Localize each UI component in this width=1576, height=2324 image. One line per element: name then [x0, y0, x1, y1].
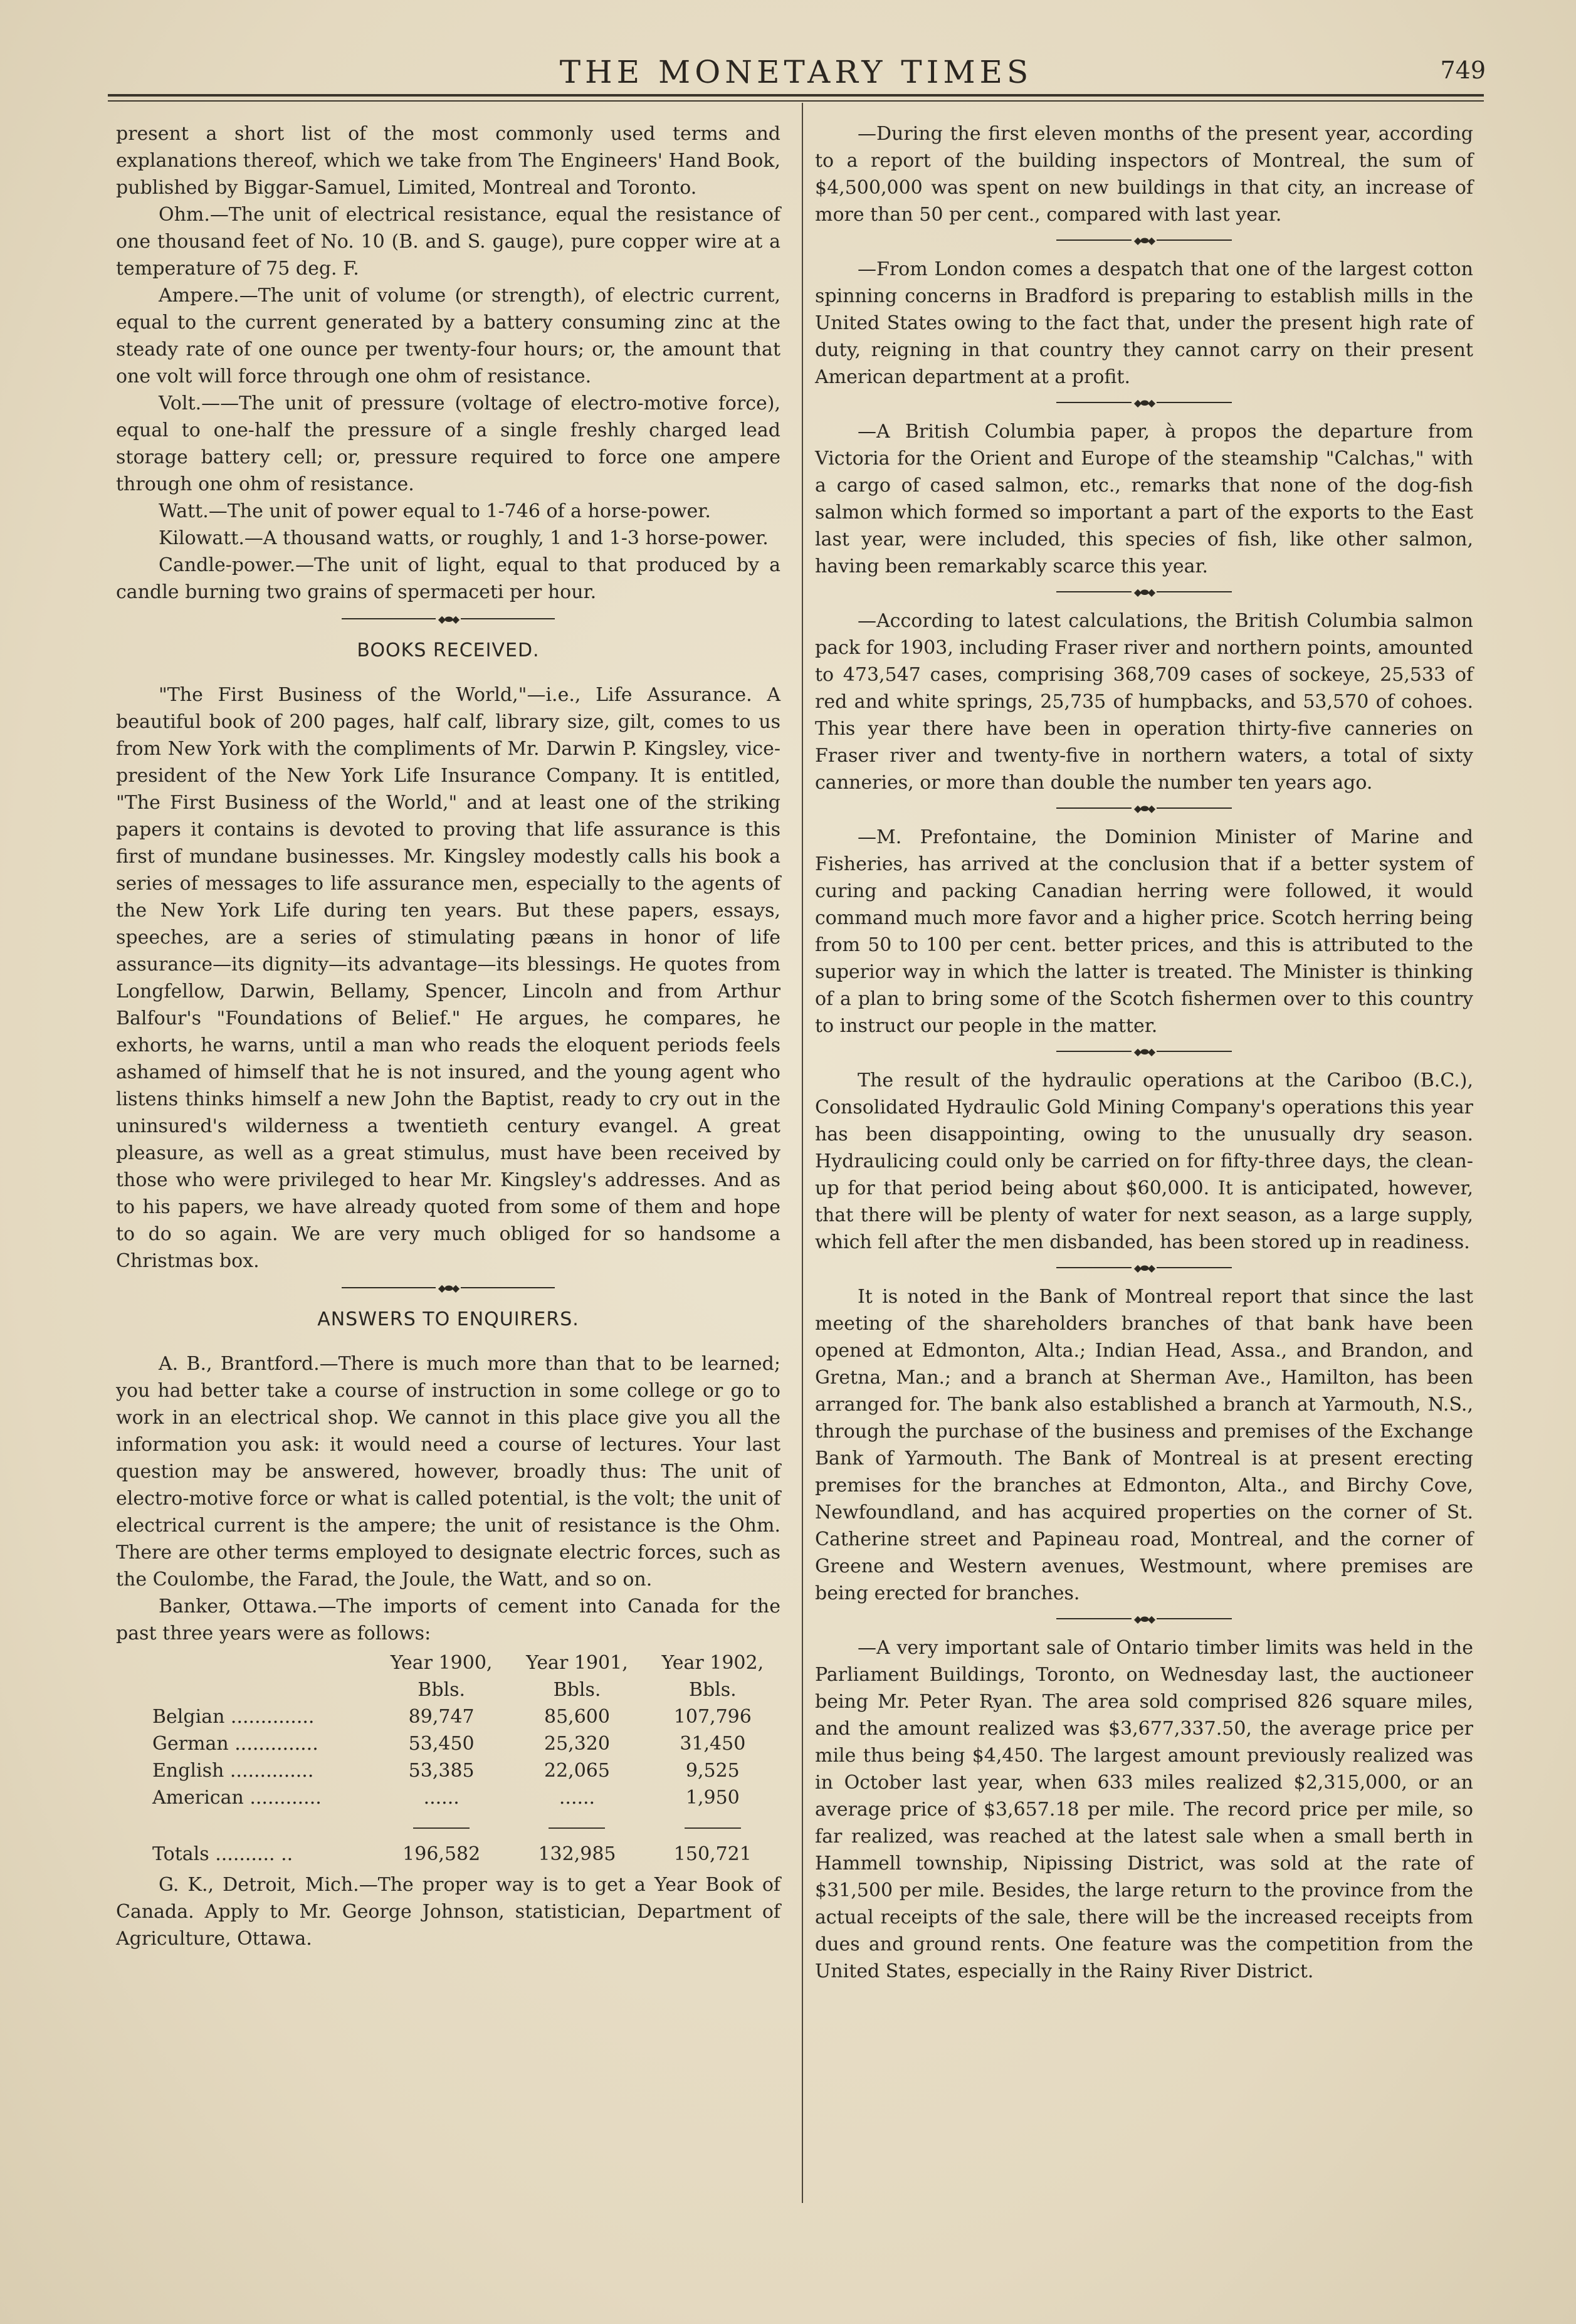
table-row — [116, 1757, 780, 1784]
table-header: Year 1902, — [661, 1652, 764, 1674]
table-row — [116, 1784, 780, 1811]
table-cell: 196,582 — [402, 1843, 481, 1865]
intro-paragraph: present a short list of the most commonly used terms and explanations thereof, which we take from The Engineers' Hand Book, published by Biggar-Samuel, Limited, Montreal and Toronto. — [116, 123, 780, 199]
table-cell: 9,525 — [685, 1760, 740, 1782]
table-unit: Bbls. — [688, 1679, 737, 1701]
cariboo-item: The result of the hydraulic operations at the Cariboo (B.C.), Consolidated Hydraulic Gold Mining Company's operations this year has been disappointing, owing to the unusually dry season. Hydraulicing could only be carried on for fifty-three days, the clean-up for that period being about $60,000. It is anticipated, however, that there will be plenty of water for next season, as a large supply, which fell after the men disbanded, has been stored up in readiness. — [815, 1070, 1473, 1253]
table-row — [116, 1703, 780, 1730]
table-header: Year 1901, — [526, 1652, 628, 1674]
row-label: German .............. — [152, 1733, 318, 1755]
ornament-divider: ◆⬬◆ — [815, 582, 1473, 601]
ampere-definition: Ampere.—The unit of volume (or strength), of electric current, equal to the current generated by a battery consuming zinc at the steady rate of one ounce per twenty-four hours; or, the amount that one volt will force through one ohm of resistance. — [116, 285, 780, 387]
ornament-divider: ◆⬬◆ — [815, 799, 1473, 818]
ornament-divider: ◆⬬◆ — [116, 1278, 780, 1297]
herring-item: —M. Prefontaine, the Dominion Minister of Marine and Fisheries, has arrived at the conclusion that if a better system of curing and packing Canadian herring were followed, it would command much more favor and a higher price. Scotch herring being from 50 to 100 per cent. better prices, and this is attributed to the superior way in which the latter is treated. The Minister is thinking of a plan to bring some of the Scotch fishermen over to this country to instruct our people in the matter. — [815, 826, 1473, 1037]
candle-power-definition: Candle-power.—The unit of light, equal to that produced by a candle burning two grains of spermaceti per hour. — [116, 554, 780, 603]
answer-banker-ottawa: Banker, Ottawa.—The imports of cement into Canada for the past three years were as follows: — [116, 1596, 780, 1644]
ornament-divider: ◆⬬◆ — [116, 609, 780, 628]
table-cell: 85,600 — [544, 1706, 610, 1728]
timber-sale-item: —A very important sale of Ontario timber limits was held in the Parliament Buildings, Toronto, on Wednesday last, the auctioneer being Mr. Peter Ryan. The area sold comprised 826 square miles, and the amount realized was $3,677,337.50, the average price per mile thus being $4,450. The largest amount previously realized was in October last year, when 633 miles realized $2,315,000, or an average price of $3,657.18 per mile. The record price per mile, so far realized, was reached at the latest sale when a small berth in Hammell township, Nipissing District, was sold at the rate of $31,500 per mile. Besides, the large return to the province from the actual receipts of the sale, there will be the increased receipts from dues and ground rents. One feature was the competition from the United States, especially in the Rainy River District. — [815, 1637, 1473, 1982]
bank-montreal-item: It is noted in the Bank of Montreal report that since the last meeting of the shareholders branches of that bank have been opened at Edmonton, Alta.; Indian Head, Assa., and Brandon, and Gretna, Man.; and a branch at Sherman Ave., Hamilton, has been arranged for. The bank also established a branch at Yarmouth, N.S., through the purchase of the business and premises of the Exchange Bank of Yarmouth. The Bank of Montreal is at present erecting premises for the branches at Edmonton, Alta., and Birchy Cove, Newfoundland, and has acquired properties on the corner of St. Catherine street and Papineau road, Montreal, and the corner of Greene and Western avenues, Westmount, where premises are being erected for branches. — [815, 1286, 1473, 1604]
header-rule-thick — [108, 94, 1484, 97]
masthead-title: THE MONETARY TIMES — [559, 54, 1033, 90]
kilowatt-definition: Kilowatt.—A thousand watts, or roughly, 1 and 1-3 horse-power. — [159, 527, 769, 549]
right-column — [815, 120, 1473, 1985]
bc-salmon-item: —A British Columbia paper, à propos the departure from Victoria for the Orient and Europe of the steamship "Calchas," with a cargo of cased salmon, etc., remarks that none of the dog-fish salmon which formed so important a part of the exports to the East last year, were included, this species of fish, like other salmon, having been remarkably scarce this year. — [815, 421, 1473, 577]
table-sum-rule — [116, 1811, 780, 1841]
table-cell: 53,450 — [408, 1733, 475, 1755]
volt-definition: Volt.——The unit of pressure (voltage of electro-motive force), equal to one-half the pressure of a single freshly charged lead storage battery cell; or, pressure required to force one ampere through one ohm of resistance. — [116, 392, 780, 495]
building-item: —During the first eleven months of the present year, according to a report of the building inspectors of Montreal, the sum of $4,500,000 was spent on new buildings in that city, an increase of more than 50 per cent., compared with last year. — [815, 123, 1473, 226]
ornament-divider: ◆⬬◆ — [815, 1042, 1473, 1061]
cement-imports-table — [116, 1649, 780, 1868]
books-received-text: "The First Business of the World,"—i.e., Life Assurance. A beautiful book of 200 pages, half calf, library size, gilt, comes to us from New York with the compliments of Mr. Darwin P. Kingsley, vice-president of the New York Life Insurance Company. It is entitled, "The First Business of the World," and at least one of the striking papers it contains is devoted to proving that life assurance is this first of mundane businesses. Mr. Kingsley modestly calls his book a series of messages to life assurance men, especially to the agents of the New York Life during ten years. But these papers, essays, speeches, are a series of stimulating pæans in honor of life assurance—its dignity—its advantage—its blessings. He quotes from Longfellow, Darwin, Bellamy, Spencer, Lincoln and from Arthur Balfour's "Foundations of Belief." He argues, he compares, he exhorts, he warns, until a man who reads the eloquent periods feels ashamed of himself that he is not insured, and the young agent who listens thinks himself a new John the Baptist, ready to cry out in the uninsured's wilderness a twentieth century evangel. A great pleasure, as well as a great stimulus, must have been received by those who were privileged to hear Mr. Kingsley's addresses. And as to his papers, we have already quoted from some of them and hope to do so again. We are very much obliged for so handsome a Christmas box. — [116, 684, 780, 1272]
ornament-divider: ◆⬬◆ — [815, 393, 1473, 412]
watt-definition: Watt.—The unit of power equal to 1-746 of a horse-power. — [159, 500, 711, 522]
table-cell: 132,985 — [538, 1843, 616, 1865]
row-label: Belgian .............. — [152, 1706, 315, 1728]
table-unit: Bbls. — [553, 1679, 601, 1701]
salmon-pack-item: —According to latest calculations, the British Columbia salmon pack for 1903, including Fraser river and northern points, amounted to 473,547 cases, comprising 368,709 cases of sockeye, 25,533 of red and white springs, 25,735 of humpbacks, and 53,570 of cohoes. This year there have been in operation thirty-five canneries on Fraser river and twenty-five in northern waters, a total of sixty canneries, or more than double the number ten years ago. — [815, 610, 1473, 794]
table-cell: 150,721 — [673, 1843, 752, 1865]
ornament-divider: ◆⬬◆ — [815, 1609, 1473, 1628]
column-divider — [802, 103, 803, 2203]
table-cell: ...... — [559, 1787, 596, 1809]
table-cell: ...... — [423, 1787, 460, 1809]
row-label: American ............ — [152, 1787, 322, 1809]
page-number: 749 — [1440, 56, 1486, 84]
cotton-item: —From London comes a despatch that one of the largest cotton spinning concerns in Bradford is preparing to establish mills in the United States owing to the fact that, under the present high rate of duty, reigning in that country they cannot carry on their present American department at a profit. — [815, 258, 1473, 388]
table-cell: 53,385 — [408, 1760, 475, 1782]
left-column — [116, 120, 780, 1952]
table-cell: 107,796 — [673, 1706, 752, 1728]
page-header — [107, 54, 1486, 92]
answer-gk-detroit: G. K., Detroit, Mich.—The proper way is to get a Year Book of Canada. Apply to Mr. George Johnson, statistician, Department of Agriculture, Ottawa. — [116, 1874, 780, 1950]
totals-label: Totals .......... .. — [152, 1843, 293, 1865]
table-header: Year 1900, — [390, 1652, 493, 1674]
table-totals-row — [116, 1841, 780, 1868]
answer-ab-brantford: A. B., Brantford.—There is much more than that to be learned; you had better take a course of instruction in some college or go to work in an electrical shop. We cannot in this place give you all the information you ask: it would need a course of lectures. Your last question may be answered, however, broadly thus: The unit of electro-motive force or what is called potential, is the volt; the unit of electrical current is the ampere; the unit of resistance is the Ohm. There are other terms employed to designate electric forces, such as the Coulombe, the Farad, the Joule, the Watt, and so on. — [116, 1353, 780, 1591]
ohm-definition: Ohm.—The unit of electrical resistance, equal the resistance of one thousand feet of No. 10 (B. and S. gauge), pure copper wire at a temperature of 75 deg. F. — [116, 204, 780, 280]
table-row — [116, 1730, 780, 1757]
table-cell: 31,450 — [680, 1733, 746, 1755]
table-cell: 25,320 — [544, 1733, 610, 1755]
table-unit: Bbls. — [418, 1679, 466, 1701]
answers-heading: ANSWERS TO ENQUIRERS. — [317, 1308, 579, 1330]
table-units-row — [116, 1676, 780, 1703]
ornament-divider: ◆⬬◆ — [815, 231, 1473, 250]
books-received-heading: BOOKS RECEIVED. — [357, 639, 540, 661]
table-header-row — [116, 1649, 780, 1676]
row-label: English .............. — [152, 1760, 314, 1782]
header-rule-thin — [108, 100, 1484, 102]
table-cell: 22,065 — [544, 1760, 610, 1782]
table-cell: 89,747 — [408, 1706, 475, 1728]
table-cell: 1,950 — [685, 1787, 740, 1809]
ornament-divider: ◆⬬◆ — [815, 1258, 1473, 1277]
